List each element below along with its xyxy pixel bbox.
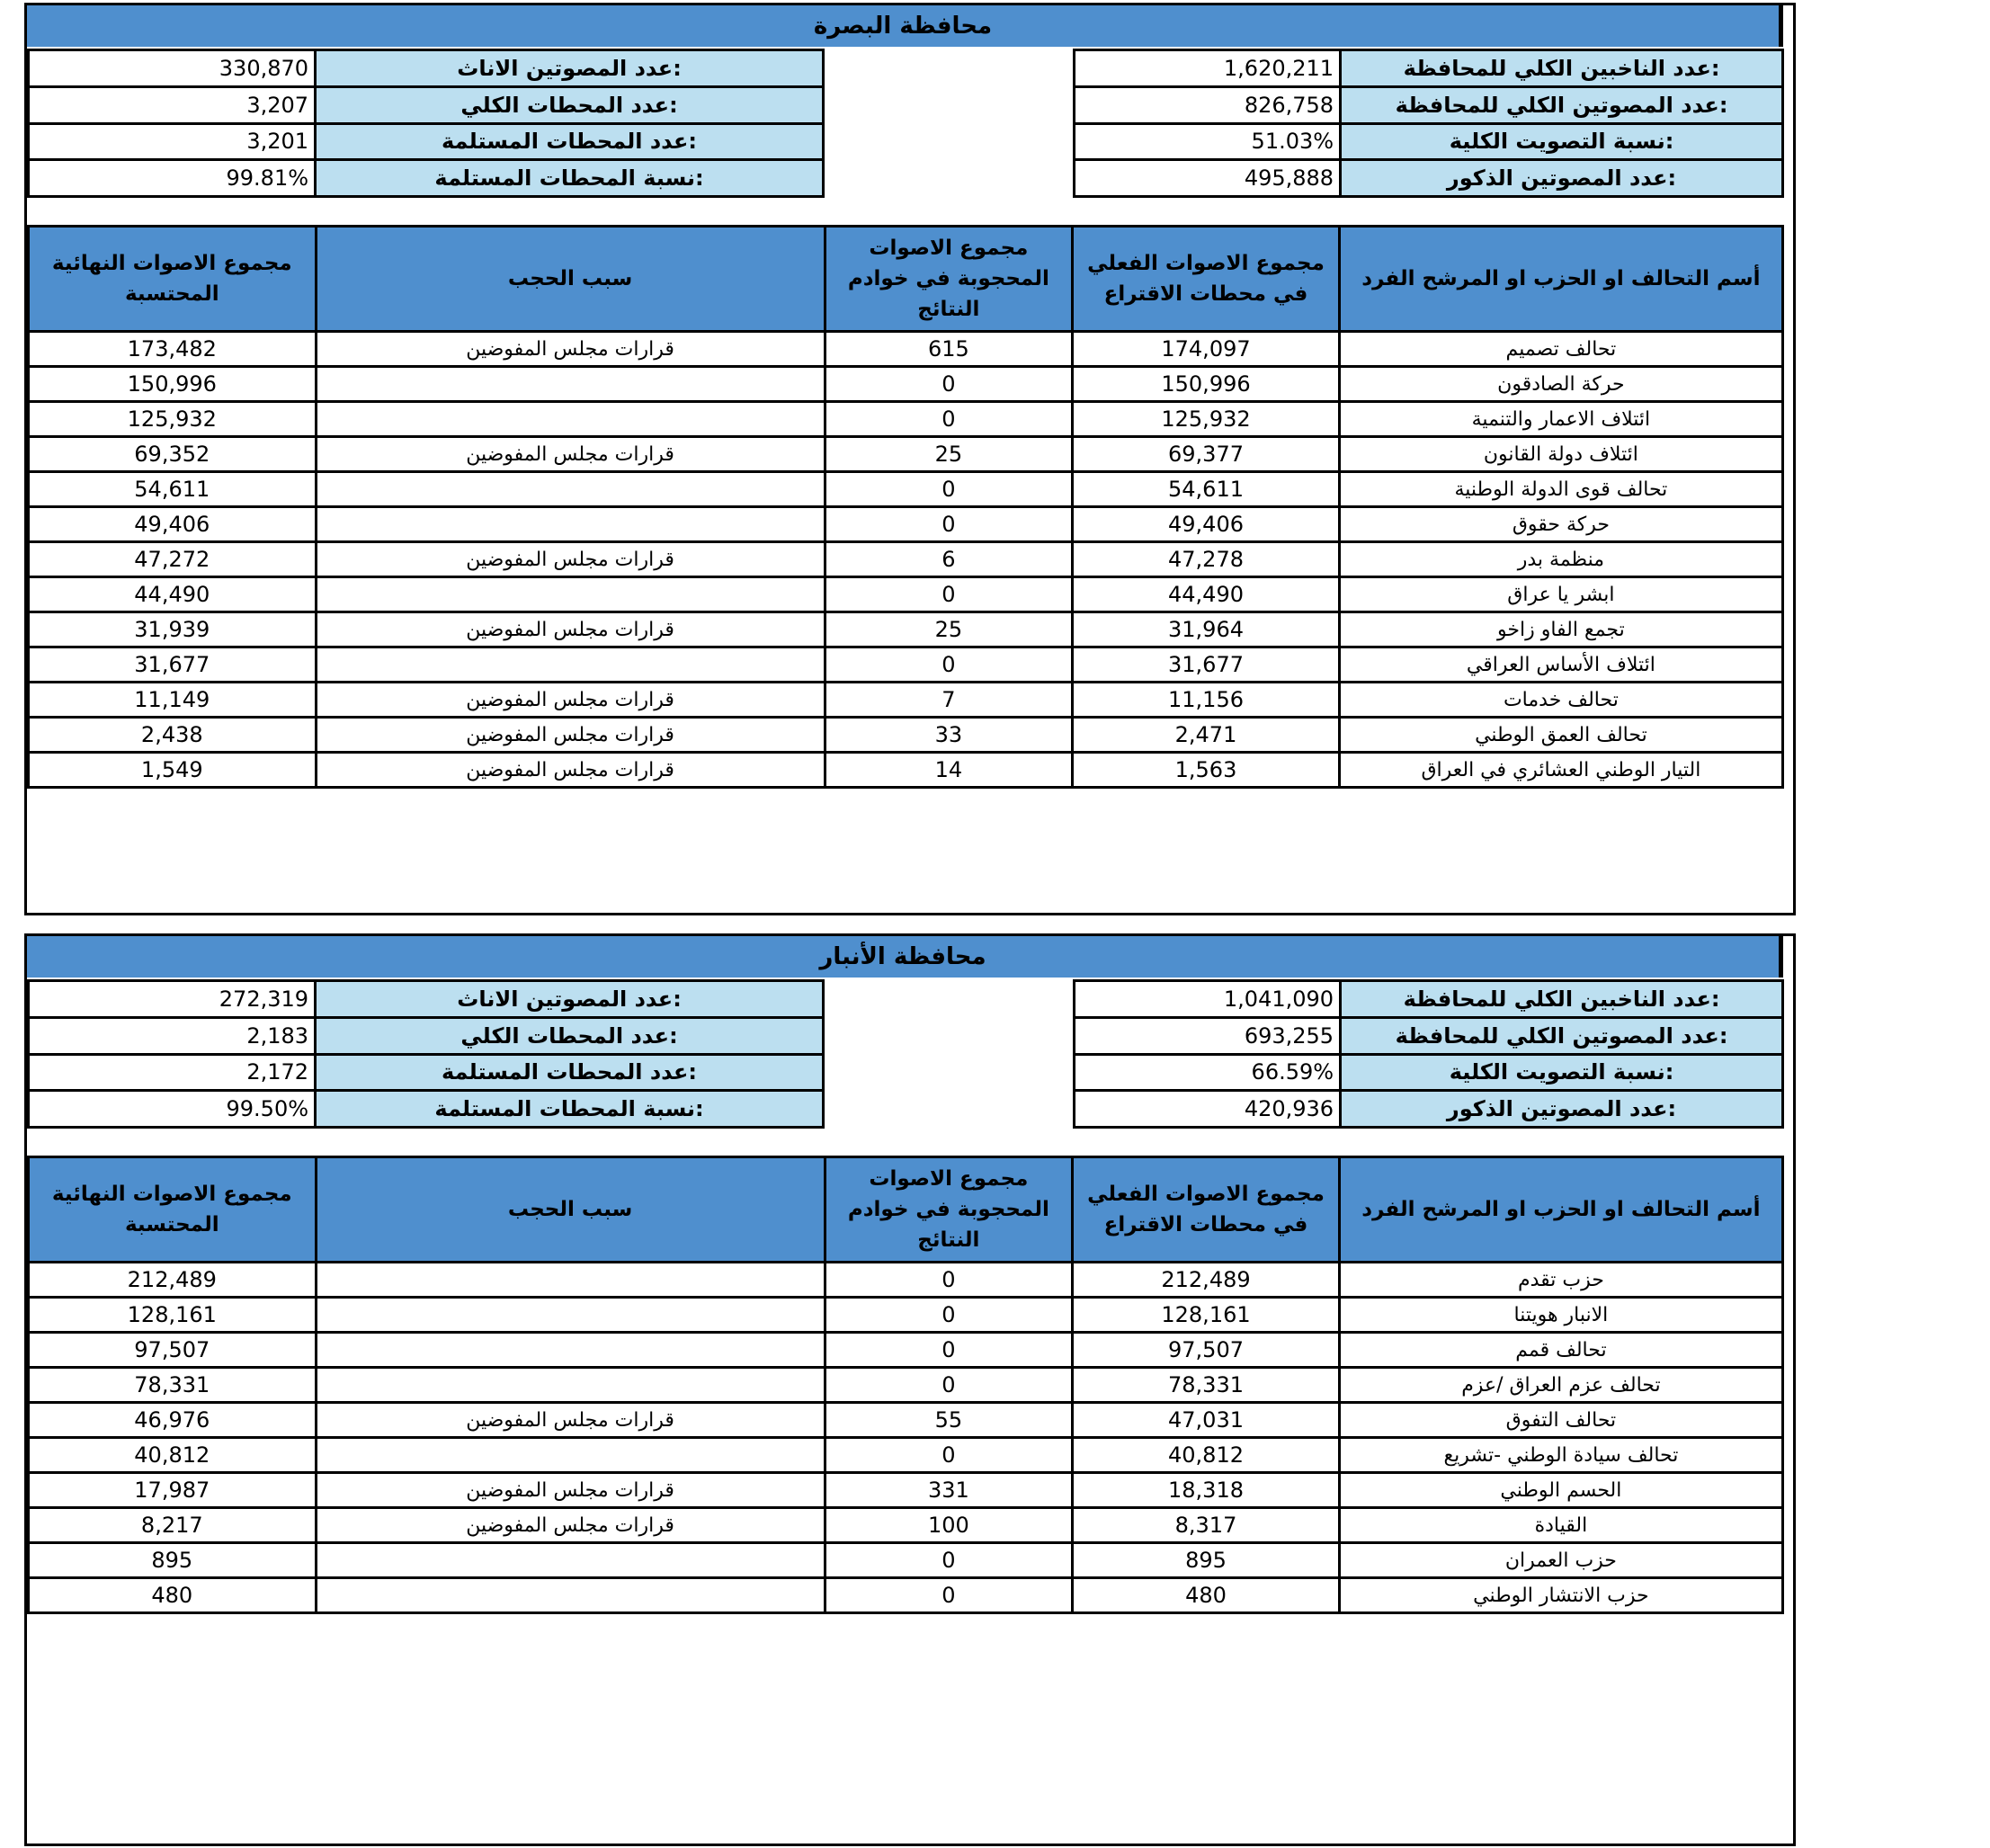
final-votes-cell: 78,331 xyxy=(29,1368,317,1403)
header-withheld-votes: مجموع الاصوات المحجوبة في خوادم النتائج xyxy=(825,1157,1073,1263)
male-voters-value: 420,936 xyxy=(1075,1091,1341,1128)
withheld-votes-cell: 7 xyxy=(825,683,1073,718)
final-votes-cell: 128,161 xyxy=(29,1298,317,1333)
final-votes-cell: 47,272 xyxy=(29,542,317,577)
header-withheld-votes: مجموع الاصوات المحجوبة في خوادم النتائج xyxy=(825,227,1073,332)
actual-votes-cell: 69,377 xyxy=(1073,437,1340,472)
table-row xyxy=(29,1403,1783,1438)
withheld-votes-cell: 0 xyxy=(825,1578,1073,1613)
entity-name-cell: ائتلاف الاعمار والتنمية xyxy=(1339,402,1782,437)
final-votes-cell: 2,438 xyxy=(29,718,317,753)
total-stations-value: 2,183 xyxy=(29,1017,316,1054)
received-stations-row xyxy=(29,123,824,160)
female-voters-row xyxy=(29,50,824,87)
final-votes-cell: 1,549 xyxy=(29,753,317,788)
actual-votes-cell: 128,161 xyxy=(1073,1298,1340,1333)
header-entity-name: أسم التحالف او الحزب او المرشح الفرد xyxy=(1339,227,1782,332)
withheld-votes-cell: 615 xyxy=(825,332,1073,367)
actual-votes-cell: 47,031 xyxy=(1073,1403,1340,1438)
entity-name-cell: تحالف التفوق xyxy=(1339,1403,1782,1438)
male-voters-label: عدد المصوتين الذكور: xyxy=(1341,160,1783,197)
withheld-votes-cell: 331 xyxy=(825,1473,1073,1508)
withheld-votes-cell: 14 xyxy=(825,753,1073,788)
withheld-votes-cell: 6 xyxy=(825,542,1073,577)
received-ratio-label: نسبة المحطات المستلمة: xyxy=(316,1091,824,1128)
results-table xyxy=(27,1156,1784,1614)
total-voters-value: 693,255 xyxy=(1075,1017,1341,1054)
total-electors-label: عدد الناخبين الكلي للمحافظة: xyxy=(1341,981,1783,1018)
header-withhold-reason: سبب الحجب xyxy=(316,227,825,332)
actual-votes-cell: 97,507 xyxy=(1073,1333,1340,1368)
male-voters-row xyxy=(1075,1091,1783,1128)
actual-votes-cell: 2,471 xyxy=(1073,718,1340,753)
withheld-votes-cell: 0 xyxy=(825,1298,1073,1333)
withhold-reason-cell xyxy=(316,1333,825,1368)
actual-votes-cell: 895 xyxy=(1073,1543,1340,1578)
header-final-votes: مجموع الاصوات النهائية المحتسبة xyxy=(29,1157,317,1263)
total-electors-value: 1,041,090 xyxy=(1075,981,1341,1018)
entity-name-cell: حزب الانتشار الوطني xyxy=(1339,1578,1782,1613)
female-voters-row xyxy=(29,981,824,1018)
entity-name-cell: ائتلاف الأساس العراقي xyxy=(1339,647,1782,683)
total-electors-row xyxy=(1075,981,1783,1018)
header-withhold-reason: سبب الحجب xyxy=(316,1157,825,1263)
final-votes-cell: 17,987 xyxy=(29,1473,317,1508)
entity-name-cell: منظمة بدر xyxy=(1339,542,1782,577)
withhold-reason-cell xyxy=(316,647,825,683)
entity-name-cell: حركة الصادقون xyxy=(1339,367,1782,402)
results-table xyxy=(27,225,1784,789)
withheld-votes-cell: 0 xyxy=(825,1263,1073,1298)
withhold-reason-cell xyxy=(316,1438,825,1473)
turnout-row xyxy=(1075,123,1783,160)
total-voters-value: 826,758 xyxy=(1075,86,1341,123)
received-stations-label: عدد المحطات المستلمة: xyxy=(316,1054,824,1091)
entity-name-cell: تحالف خدمات xyxy=(1339,683,1782,718)
actual-votes-cell: 11,156 xyxy=(1073,683,1340,718)
turnout-label: نسبة التصويت الكلية: xyxy=(1341,123,1783,160)
received-ratio-value: 99.50% xyxy=(29,1091,316,1128)
final-votes-cell: 97,507 xyxy=(29,1333,317,1368)
withhold-reason-cell xyxy=(316,1543,825,1578)
total-electors-row xyxy=(1075,50,1783,87)
province-section xyxy=(24,3,1796,915)
withhold-reason-cell xyxy=(316,1263,825,1298)
female-voters-value: 330,870 xyxy=(29,50,316,87)
table-row xyxy=(29,1508,1783,1543)
actual-votes-cell: 212,489 xyxy=(1073,1263,1340,1298)
turnout-row xyxy=(1075,1054,1783,1091)
table-row xyxy=(29,472,1783,507)
stations-stats-table xyxy=(27,49,825,198)
withhold-reason-cell xyxy=(316,367,825,402)
withhold-reason-cell: قرارات مجلس المفوضين xyxy=(316,612,825,647)
turnout-value: 66.59% xyxy=(1075,1054,1341,1091)
entity-name-cell: تحالف سيادة الوطني -تشريع xyxy=(1339,1438,1782,1473)
received-stations-row xyxy=(29,1054,824,1091)
female-voters-label: عدد المصوتين الاناث: xyxy=(316,50,824,87)
final-votes-cell: 125,932 xyxy=(29,402,317,437)
table-row xyxy=(29,647,1783,683)
withhold-reason-cell xyxy=(316,1368,825,1403)
final-votes-cell: 173,482 xyxy=(29,332,317,367)
withheld-votes-cell: 0 xyxy=(825,507,1073,542)
withhold-reason-cell: قرارات مجلس المفوضين xyxy=(316,1508,825,1543)
final-votes-cell: 40,812 xyxy=(29,1438,317,1473)
entity-name-cell: تحالف قوى الدولة الوطنية xyxy=(1339,472,1782,507)
turnout-label: نسبة التصويت الكلية: xyxy=(1341,1054,1783,1091)
table-row xyxy=(29,402,1783,437)
table-row xyxy=(29,1438,1783,1473)
actual-votes-cell: 18,318 xyxy=(1073,1473,1340,1508)
header-actual-votes: مجموع الاصوات الفعلي في محطات الاقتراع xyxy=(1073,227,1340,332)
turnout-value: 51.03% xyxy=(1075,123,1341,160)
withheld-votes-cell: 33 xyxy=(825,718,1073,753)
total-stations-label: عدد المحطات الكلي: xyxy=(316,86,824,123)
table-row xyxy=(29,577,1783,612)
withhold-reason-cell xyxy=(316,1578,825,1613)
actual-votes-cell: 49,406 xyxy=(1073,507,1340,542)
actual-votes-cell: 44,490 xyxy=(1073,577,1340,612)
table-row xyxy=(29,542,1783,577)
voters-stats-table xyxy=(1073,979,1784,1129)
withhold-reason-cell xyxy=(316,402,825,437)
withheld-votes-cell: 100 xyxy=(825,1508,1073,1543)
withhold-reason-cell: قرارات مجلس المفوضين xyxy=(316,718,825,753)
withheld-votes-cell: 0 xyxy=(825,402,1073,437)
total-voters-row xyxy=(1075,86,1783,123)
withheld-votes-cell: 0 xyxy=(825,647,1073,683)
table-row xyxy=(29,1263,1783,1298)
total-stations-label: عدد المحطات الكلي: xyxy=(316,1017,824,1054)
table-row xyxy=(29,683,1783,718)
received-stations-value: 2,172 xyxy=(29,1054,316,1091)
received-stations-label: عدد المحطات المستلمة: xyxy=(316,123,824,160)
actual-votes-cell: 1,563 xyxy=(1073,753,1340,788)
withhold-reason-cell: قرارات مجلس المفوضين xyxy=(316,753,825,788)
total-electors-value: 1,620,211 xyxy=(1075,50,1341,87)
withhold-reason-cell: قرارات مجلس المفوضين xyxy=(316,332,825,367)
received-stations-value: 3,201 xyxy=(29,123,316,160)
received-ratio-row xyxy=(29,160,824,197)
entity-name-cell: التيار الوطني العشائري في العراق xyxy=(1339,753,1782,788)
final-votes-cell: 31,677 xyxy=(29,647,317,683)
voters-stats-table xyxy=(1073,49,1784,198)
actual-votes-cell: 480 xyxy=(1073,1578,1340,1613)
table-row xyxy=(29,1333,1783,1368)
table-row xyxy=(29,1473,1783,1508)
total-voters-label: عدد المصوتين الكلي للمحافظة: xyxy=(1341,86,1783,123)
actual-votes-cell: 54,611 xyxy=(1073,472,1340,507)
entity-name-cell: تحالف قمم xyxy=(1339,1333,1782,1368)
final-votes-cell: 150,996 xyxy=(29,367,317,402)
withhold-reason-cell: قرارات مجلس المفوضين xyxy=(316,683,825,718)
actual-votes-cell: 78,331 xyxy=(1073,1368,1340,1403)
final-votes-cell: 69,352 xyxy=(29,437,317,472)
withhold-reason-cell xyxy=(316,472,825,507)
received-ratio-value: 99.81% xyxy=(29,160,316,197)
final-votes-cell: 212,489 xyxy=(29,1263,317,1298)
header-entity-name: أسم التحالف او الحزب او المرشح الفرد xyxy=(1339,1157,1782,1263)
actual-votes-cell: 174,097 xyxy=(1073,332,1340,367)
actual-votes-cell: 150,996 xyxy=(1073,367,1340,402)
actual-votes-cell: 8,317 xyxy=(1073,1508,1340,1543)
table-row xyxy=(29,1368,1783,1403)
total-electors-label: عدد الناخبين الكلي للمحافظة: xyxy=(1341,50,1783,87)
total-stations-value: 3,207 xyxy=(29,86,316,123)
total-voters-label: عدد المصوتين الكلي للمحافظة: xyxy=(1341,1017,1783,1054)
received-ratio-row xyxy=(29,1091,824,1128)
withheld-votes-cell: 25 xyxy=(825,612,1073,647)
actual-votes-cell: 47,278 xyxy=(1073,542,1340,577)
entity-name-cell: حركة حقوق xyxy=(1339,507,1782,542)
actual-votes-cell: 31,964 xyxy=(1073,612,1340,647)
table-row xyxy=(29,507,1783,542)
withheld-votes-cell: 0 xyxy=(825,1368,1073,1403)
table-row xyxy=(29,718,1783,753)
entity-name-cell: تحالف تصميم xyxy=(1339,332,1782,367)
received-ratio-label: نسبة المحطات المستلمة: xyxy=(316,160,824,197)
actual-votes-cell: 125,932 xyxy=(1073,402,1340,437)
final-votes-cell: 8,217 xyxy=(29,1508,317,1543)
final-votes-cell: 46,976 xyxy=(29,1403,317,1438)
withhold-reason-cell xyxy=(316,1298,825,1333)
actual-votes-cell: 40,812 xyxy=(1073,1438,1340,1473)
final-votes-cell: 31,939 xyxy=(29,612,317,647)
stations-stats-table xyxy=(27,979,825,1129)
female-voters-label: عدد المصوتين الاناث: xyxy=(316,981,824,1018)
entity-name-cell: حزب تقدم xyxy=(1339,1263,1782,1298)
province-section xyxy=(24,933,1796,1846)
header-actual-votes: مجموع الاصوات الفعلي في محطات الاقتراع xyxy=(1073,1157,1340,1263)
table-row xyxy=(29,367,1783,402)
entity-name-cell: ائتلاف دولة القانون xyxy=(1339,437,1782,472)
results-header-row xyxy=(29,1157,1783,1263)
male-voters-value: 495,888 xyxy=(1075,160,1341,197)
final-votes-cell: 11,149 xyxy=(29,683,317,718)
table-row xyxy=(29,332,1783,367)
entity-name-cell: تحالف عزم العراق /عزم xyxy=(1339,1368,1782,1403)
results-header-row xyxy=(29,227,1783,332)
entity-name-cell: تحالف العمق الوطني xyxy=(1339,718,1782,753)
withheld-votes-cell: 25 xyxy=(825,437,1073,472)
total-stations-row xyxy=(29,1017,824,1054)
final-votes-cell: 480 xyxy=(29,1578,317,1613)
final-votes-cell: 44,490 xyxy=(29,577,317,612)
withhold-reason-cell: قرارات مجلس المفوضين xyxy=(316,1403,825,1438)
withheld-votes-cell: 0 xyxy=(825,367,1073,402)
table-row xyxy=(29,612,1783,647)
table-row xyxy=(29,1578,1783,1613)
entity-name-cell: القيادة xyxy=(1339,1508,1782,1543)
table-row xyxy=(29,1298,1783,1333)
total-stations-row xyxy=(29,86,824,123)
withhold-reason-cell: قرارات مجلس المفوضين xyxy=(316,437,825,472)
male-voters-row xyxy=(1075,160,1783,197)
final-votes-cell: 54,611 xyxy=(29,472,317,507)
entity-name-cell: ابشر يا عراق xyxy=(1339,577,1782,612)
final-votes-cell: 49,406 xyxy=(29,507,317,542)
total-voters-row xyxy=(1075,1017,1783,1054)
withheld-votes-cell: 55 xyxy=(825,1403,1073,1438)
province-title: محافظة الأنبار xyxy=(27,936,1783,978)
header-final-votes: مجموع الاصوات النهائية المحتسبة xyxy=(29,227,317,332)
entity-name-cell: حزب العمران xyxy=(1339,1543,1782,1578)
withheld-votes-cell: 0 xyxy=(825,1333,1073,1368)
actual-votes-cell: 31,677 xyxy=(1073,647,1340,683)
table-row xyxy=(29,753,1783,788)
male-voters-label: عدد المصوتين الذكور: xyxy=(1341,1091,1783,1128)
province-title: محافظة البصرة xyxy=(27,5,1783,47)
female-voters-value: 272,319 xyxy=(29,981,316,1018)
table-row xyxy=(29,1543,1783,1578)
withhold-reason-cell xyxy=(316,577,825,612)
withheld-votes-cell: 0 xyxy=(825,1543,1073,1578)
final-votes-cell: 895 xyxy=(29,1543,317,1578)
withhold-reason-cell: قرارات مجلس المفوضين xyxy=(316,542,825,577)
table-row xyxy=(29,437,1783,472)
withhold-reason-cell: قرارات مجلس المفوضين xyxy=(316,1473,825,1508)
withhold-reason-cell xyxy=(316,507,825,542)
withheld-votes-cell: 0 xyxy=(825,472,1073,507)
withheld-votes-cell: 0 xyxy=(825,577,1073,612)
withheld-votes-cell: 0 xyxy=(825,1438,1073,1473)
entity-name-cell: الانبار هويتنا xyxy=(1339,1298,1782,1333)
entity-name-cell: تجمع الفاو زاخو xyxy=(1339,612,1782,647)
entity-name-cell: الحسم الوطني xyxy=(1339,1473,1782,1508)
